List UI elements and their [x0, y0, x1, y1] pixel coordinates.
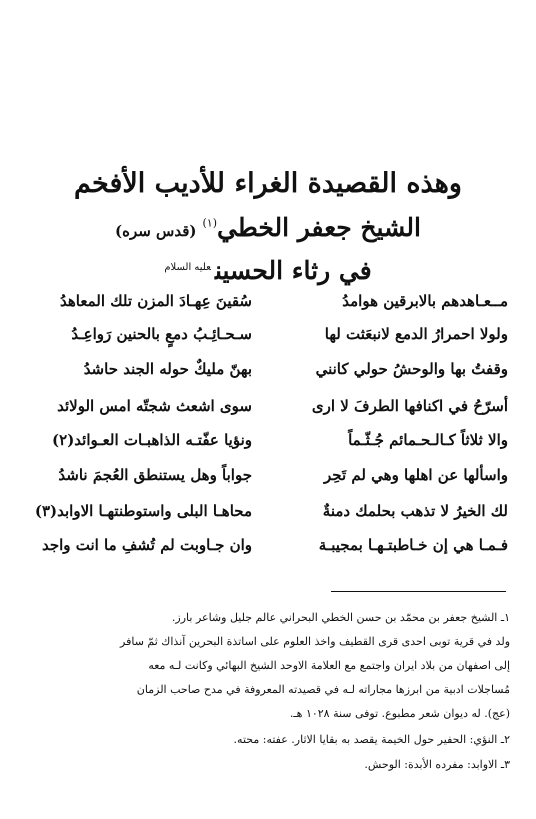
poem-heading-line-3: [40, 256, 496, 285]
footnote-ref-1: (١): [202, 216, 218, 230]
footnote-1-line-4: مُساجلات ادبية من ابرزها مجاراته لـه في قصيدته المعروفة في مدح صاحب الزمان: [136, 683, 510, 696]
honorific-note: (قدس سره): [115, 222, 197, 240]
footnote-1-line-3: إلى اصفهان من بلاد ايران واجتمع مع العلامة الاوحد الشيخ البهائي وكانت لـه معه: [148, 659, 510, 672]
verse-3-first-hemistich: وقفتُ بها والوحشُ حولي كانني: [315, 360, 508, 378]
heading-text-1: وهذه القصيدة الغراء للأديب الأفخم: [74, 168, 462, 199]
elegy-subject: في رثاء الحسين: [214, 256, 372, 285]
footnote-1-line-5: (عج). له ديوان شعر مطبوع. توفى سنة ١٠٢٨ هـ.: [289, 707, 510, 720]
poem-heading-line-2: [40, 213, 496, 242]
footnote-2: ٢ـ النؤي: الحفير حول الخيمة يقصد به بقايا الاثار. عفته: محته.: [233, 733, 510, 746]
verse-6-first-hemistich: واسألها عن اهلها وهي لم تَحِر: [324, 466, 508, 484]
footnote-3: ٣ـ الاوابد: مفرده الأبدة: الوحش.: [364, 758, 510, 771]
verse-4-first-hemistich: أسرّحُ في اكنافها الطرفَ لا ارى: [311, 397, 508, 415]
verse-1-first-hemistich: مــعـاهدهم بالابرقين هوامدُ: [342, 292, 508, 310]
verse-5-second-hemistich: ونؤيا عفّتـه الذاهبـات العـوائد(٢): [52, 431, 252, 449]
verse-8-first-hemistich: فـمـا هي إن خـاطبتـهـا بمجيبـة: [318, 536, 508, 554]
footnote-1-line-2: ولد في قرية توبى احدى قرى القطيف واخذ العلوم على اساتذة البحرين آنذاك ثمّ سافر: [120, 635, 510, 648]
verse-7-second-hemistich: محاهـا البلى واستوطنتهـا الاوابد(٣): [34, 502, 252, 520]
verse-2-first-hemistich: ولولا احمرارُ الدمع لانبعَثت لها: [324, 325, 508, 343]
verse-7-first-hemistich: لك الخيرُ لا تذهب بحلمك دمنةٌ: [322, 502, 508, 520]
verse-8-second-hemistich: وان جـاوبت لم تُشفِ ما انت واجد: [41, 536, 252, 554]
verse-3-second-hemistich: بهنّ مليكٌ حوله الجند حاشدُ: [83, 360, 252, 378]
footnote-divider: [331, 591, 506, 592]
verse-4-second-hemistich: سوى اشعث شجتّه امس الولائد: [57, 397, 252, 415]
verse-5-first-hemistich: والا ثلاثاً كـالـحـمائم جُـثّـماً: [348, 431, 508, 449]
blessing-glyph: عليه السلام: [164, 261, 211, 273]
verse-6-second-hemistich: جواباً وهل يستنطق العُجمَ ناشدُ: [58, 466, 252, 484]
footnote-1-line-1: ١ـ الشيخ جعفر بن محمّد بن حسن الخطي البحراني عالم جليل وشاعر بارز.: [171, 611, 510, 624]
poem-heading-line-1: [40, 168, 496, 199]
verse-1-second-hemistich: سُقينَ عِهـادَ المزن تلك المعاهدُ: [60, 292, 252, 310]
verse-2-second-hemistich: سـحـائِـبُ دمعٍ بالحنين رَواعِـدُ: [71, 325, 252, 343]
poet-name: الشيخ جعفر الخطي: [217, 213, 421, 242]
